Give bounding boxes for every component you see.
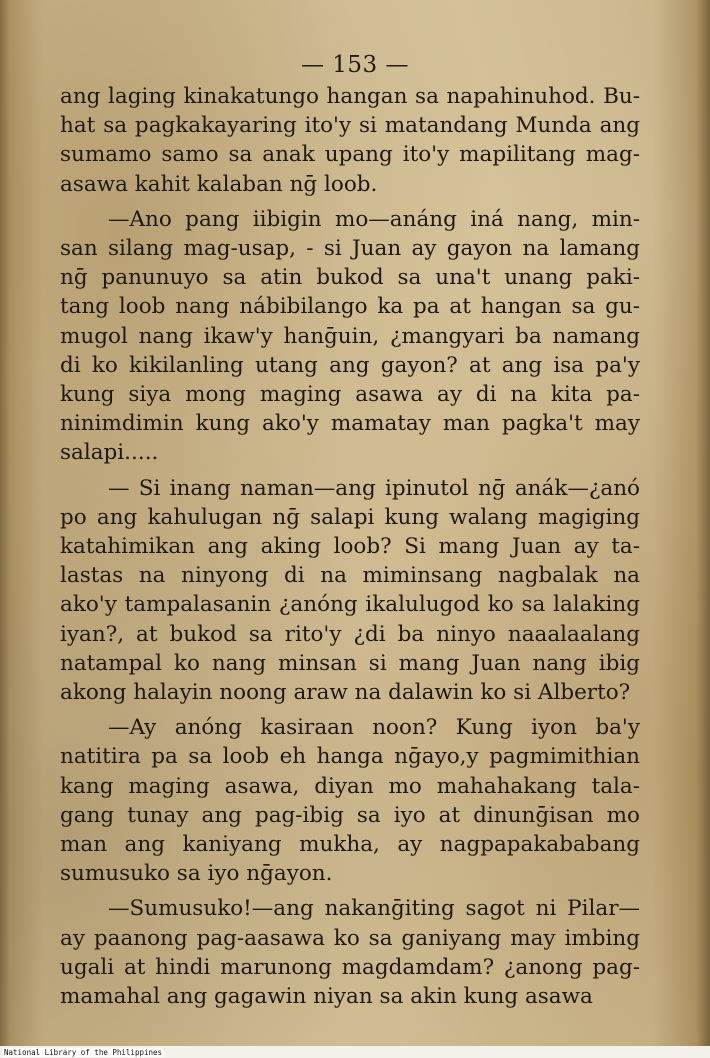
- text-line: salapi.....: [60, 440, 159, 466]
- paragraph: [60, 82, 640, 199]
- text-line: katahimikan ang aking loob? Si mang Juan ay ta-: [60, 534, 640, 560]
- text-line: —Ay anóng kasiraan noon? Kung iyon ba'y: [108, 715, 640, 741]
- library-credit: National Library of the Philippines: [4, 1048, 163, 1057]
- page-right-shadow: [696, 0, 710, 1046]
- text-line: asawa kahit kalaban nḡ loob.: [60, 171, 378, 197]
- text-line: natitira pa sa loob eh hanga nḡayo,y pagmimithian: [60, 744, 640, 770]
- text-line: di ko kikilanling utang ang gayon? at ang isa pa'y: [60, 352, 640, 378]
- text-line: —Ano pang iibigin mo—anáng iná nang, min-: [108, 206, 640, 232]
- text-line: —Sumusuko!—ang nakanḡiting sagot ni Pilar—: [108, 896, 640, 922]
- text-line: po ang kahulugan nḡ salapi kung walang magiging: [60, 504, 640, 530]
- text-line: nḡ panunuyo sa atin bukod sa una't unang paki-: [60, 265, 640, 291]
- text-line: — Si inang naman—ang ipinutol nḡ anák—¿anó: [108, 475, 640, 501]
- text-line: lastas na ninyong di na miminsang nagbalak na: [60, 563, 640, 589]
- text-line: san silang mag-usap, - si Juan ay gayon na lamang: [60, 236, 640, 262]
- text-line: iyan?, at bukod sa rito'y ¿di ba ninyo naaalaalang: [60, 621, 640, 647]
- text-line: tang loob nang nábibilango ka pa at hangan sa gu-: [60, 294, 640, 320]
- text-line: ako'y tampalasanin ¿anóng ikalulugod ko sa lalaking: [60, 592, 640, 618]
- text-line: sumamo samo sa anak upang ito'y mapilitang mag-: [60, 142, 640, 168]
- body-text: [60, 82, 640, 1011]
- text-line: kang maging asawa, diyan mo mahahakang tala-: [60, 773, 640, 799]
- paragraph: [60, 894, 640, 1011]
- paragraph: [60, 713, 640, 888]
- text-line: ang laging kinakatungo hangan sa napahinuhod. Bu-: [60, 84, 640, 109]
- text-line: akong halayin noong araw na dalawin ko si Alberto?: [60, 680, 631, 706]
- text-line: man ang kaniyang mukha, ay nagpapakababang: [60, 832, 640, 858]
- text-line: ugali at hindi marunong magdamdam? ¿anong pag-: [60, 954, 640, 980]
- text-line: hat sa pagkakayaring ito'y si matandang Munda ang: [60, 113, 640, 139]
- text-line: mamahal ang gagawin niyan sa akin kung asawa: [60, 984, 593, 1010]
- text-line: ay paanong pag-aasawa ko sa ganiyang may imbing: [60, 925, 640, 951]
- paragraph: [60, 474, 640, 708]
- text-line: ninimdimin kung ako'y mamatay man pagka't may: [60, 411, 640, 437]
- text-line: sumusuko sa iyo nḡayon.: [60, 861, 333, 887]
- text-line: natampal ko nang minsan si mang Juan nang ibig: [60, 650, 640, 676]
- text-line: kung siya mong maging asawa ay di na kita pa-: [60, 382, 640, 408]
- page-left-shadow: [0, 0, 10, 1046]
- page-number: — 153 —: [300, 52, 410, 78]
- text-line: mugol nang ikaw'y hanḡuin, ¿mangyari ba namang: [60, 323, 640, 349]
- text-line: gang tunay ang pag-ibig sa iyo at dinunḡisan mo: [60, 802, 640, 828]
- paragraph: [60, 205, 640, 468]
